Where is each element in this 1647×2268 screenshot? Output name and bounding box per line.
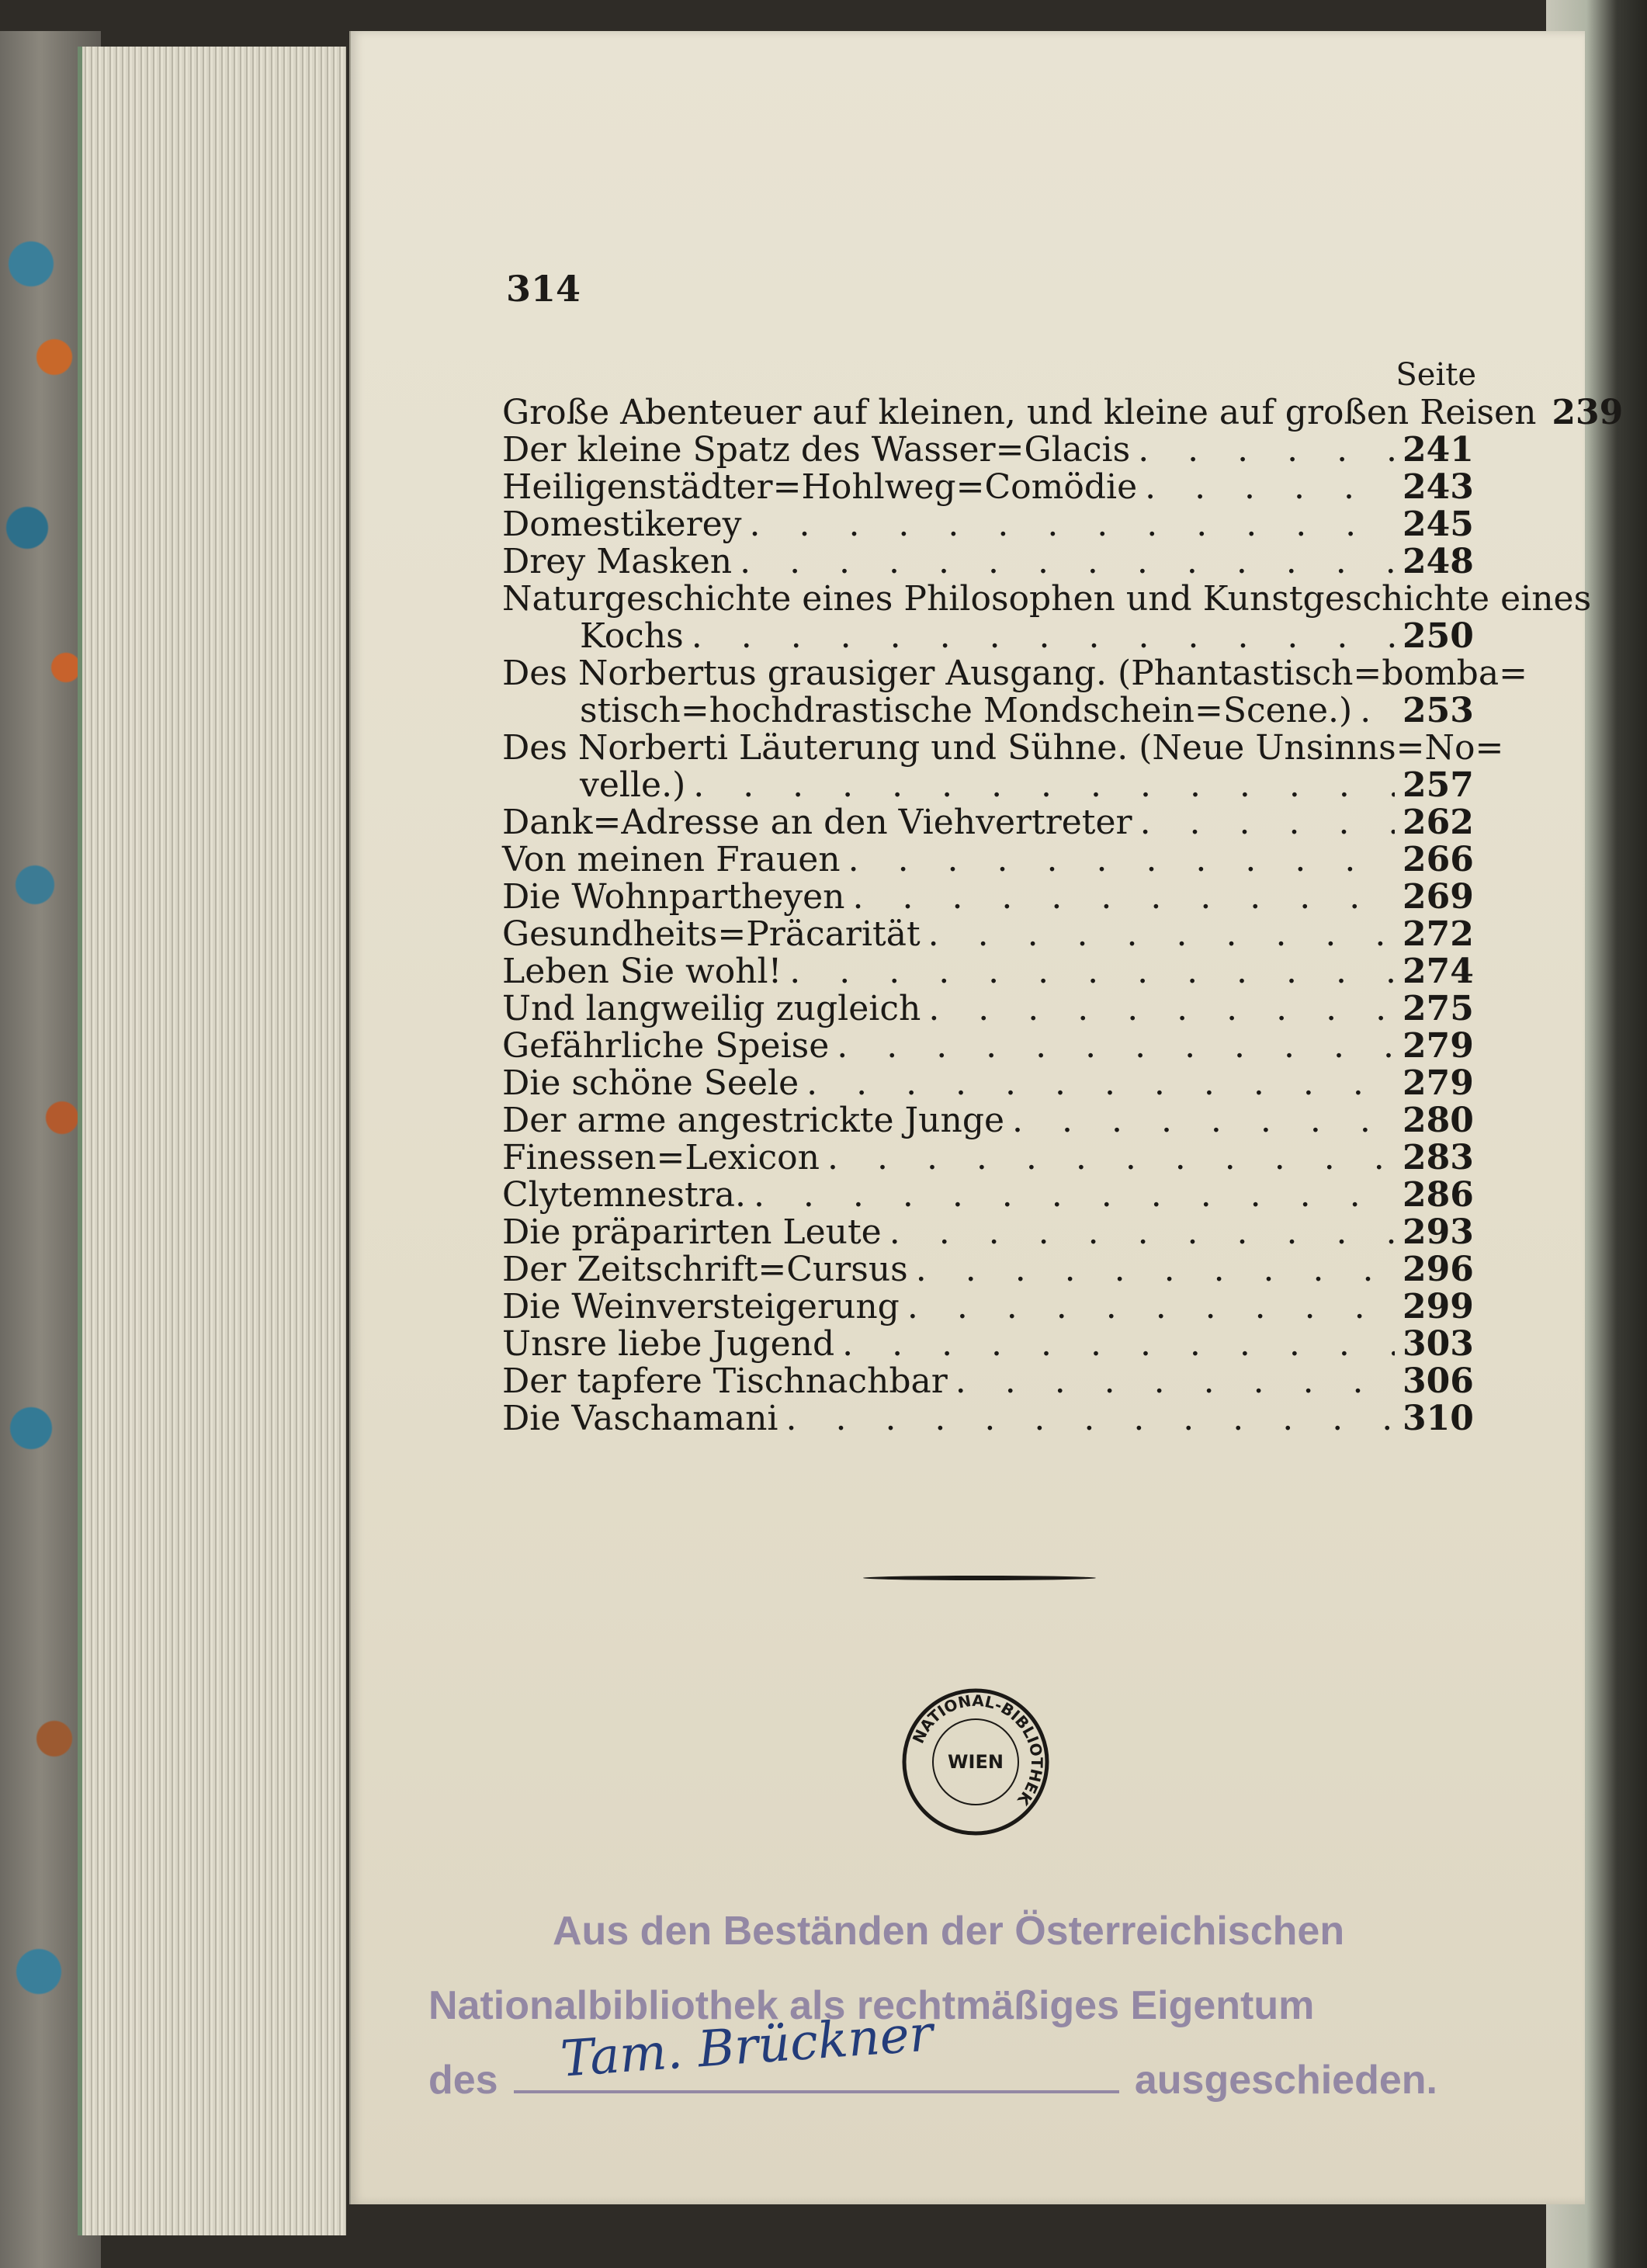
toc-entry-title: Die Wohnpartheyen — [502, 877, 845, 917]
stamp-line-1: Aus den Beständen der Österreichischen — [553, 1909, 1345, 1954]
toc-entry — [502, 953, 1472, 990]
toc-page-number: 245 — [1403, 505, 1474, 544]
toc-leader-dots — [955, 1363, 1395, 1400]
toc-page-number: 293 — [1403, 1212, 1474, 1252]
toc-leader-dots — [1140, 804, 1395, 841]
toc-leader-dots — [754, 1177, 1395, 1214]
toc-page-number: 257 — [1403, 765, 1474, 805]
toc-page-number: 241 — [1403, 430, 1474, 470]
toc-entry-title: Der Zeitschrift=Cursus — [502, 1250, 908, 1289]
toc-entry — [502, 1065, 1472, 1102]
toc-entry-title: Des Norberti Läuterung und Sühne. (Neue Unsinns=No= — [502, 728, 1504, 768]
toc-entry — [502, 1214, 1472, 1251]
toc-leader-dots — [916, 1251, 1395, 1288]
seal-ring-text: NATIONAL-BIBLIOTHEK — [908, 1691, 1047, 1809]
toc-entry-title: Clytemnestra. — [502, 1175, 746, 1215]
seal-center-text: WIEN — [948, 1751, 1004, 1773]
toc-leader-dots — [786, 1400, 1395, 1437]
toc-page-number: 286 — [1403, 1175, 1474, 1215]
toc-page-number: 306 — [1403, 1361, 1474, 1401]
library-seal-stamp — [898, 1684, 1053, 1840]
toc-leader-dots — [789, 953, 1395, 990]
toc-entry-title: Des Norbertus grausiger Ausgang. (Phantastisch=bomba= — [502, 654, 1527, 693]
toc-leader-dots — [848, 841, 1395, 879]
handwritten-signature: Tam. Brückner — [559, 2005, 935, 2089]
toc-entry — [502, 1102, 1472, 1139]
toc-leader-dots — [1360, 692, 1395, 730]
toc-leader-dots — [693, 767, 1395, 804]
toc-leader-dots — [842, 1326, 1395, 1363]
toc-page-number: 296 — [1403, 1250, 1474, 1289]
toc-entry-title: Der kleine Spatz des Wasser=Glacis — [502, 430, 1131, 470]
toc-entry-title: Finessen=Lexicon — [502, 1138, 820, 1177]
toc-entry-title: Die präparirten Leute — [502, 1212, 882, 1252]
toc-entry — [502, 1400, 1472, 1437]
toc-page-number: 250 — [1403, 616, 1474, 656]
toc-entry-title: Gesundheits=Präcarität — [502, 914, 921, 954]
table-of-contents — [502, 393, 1624, 1438]
toc-entry-title: Die schöne Seele — [502, 1063, 799, 1103]
toc-entry-title: Drey Masken — [502, 542, 733, 581]
toc-entry — [502, 804, 1472, 841]
toc-entry — [502, 506, 1472, 543]
stamp-line-2: Nationalbibliothek als rechtmäßiges Eigentum — [428, 1983, 1315, 2028]
toc-page-number: 272 — [1403, 914, 1474, 954]
toc-page-number: 248 — [1403, 542, 1474, 581]
toc-entry — [502, 879, 1472, 916]
toc-entry-title: Und langweilig zugleich — [502, 989, 921, 1028]
toc-page-number: 274 — [1403, 952, 1474, 991]
toc-entry-title-continuation: Kochs — [580, 616, 684, 656]
toc-entry-title: Von meinen Frauen — [502, 840, 841, 879]
toc-entry — [502, 654, 1527, 730]
toc-page-number: 283 — [1403, 1138, 1474, 1177]
toc-entry — [502, 1363, 1472, 1400]
toc-entry-title-continuation: stisch=hochdrastische Mondschein=Scene.) — [580, 691, 1353, 730]
page-column-header: Seite — [1396, 357, 1476, 393]
toc-entry — [502, 916, 1472, 953]
page-edges — [78, 47, 346, 2235]
toc-entry-title: Der tapfere Tischnachbar — [502, 1361, 948, 1401]
toc-leader-dots — [907, 1288, 1395, 1326]
toc-leader-dots — [928, 916, 1395, 953]
toc-entry — [502, 1251, 1472, 1288]
book-page — [349, 31, 1624, 2204]
toc-entry — [502, 1028, 1472, 1065]
toc-entry-title: Leben Sie wohl! — [502, 952, 782, 991]
toc-page-number: 279 — [1403, 1026, 1474, 1066]
toc-entry-title: Große Abenteuer auf kleinen, und kleine auf großen Reisen — [502, 393, 1537, 432]
toc-leader-dots — [740, 543, 1395, 581]
stamp-line-3-prefix: des — [428, 2058, 498, 2103]
toc-page-number: 279 — [1403, 1063, 1474, 1103]
ornamental-rule — [863, 1576, 1096, 1580]
toc-page-number: 280 — [1403, 1101, 1474, 1140]
toc-entry — [502, 579, 1592, 656]
toc-entry — [502, 1288, 1472, 1326]
toc-leader-dots — [853, 879, 1395, 916]
toc-leader-dots — [750, 506, 1396, 543]
toc-entry — [502, 1139, 1472, 1177]
toc-entry — [502, 432, 1472, 469]
toc-page-number: 239 — [1552, 393, 1624, 432]
toc-page-number: 310 — [1403, 1399, 1474, 1438]
toc-leader-dots — [806, 1065, 1395, 1102]
toc-leader-dots — [837, 1028, 1395, 1065]
toc-page-number: 269 — [1403, 877, 1474, 917]
toc-entry — [502, 393, 1624, 432]
toc-entry-title: Die Weinversteigerung — [502, 1287, 900, 1326]
toc-entry — [502, 841, 1472, 879]
toc-page-number: 243 — [1403, 467, 1474, 507]
page-number: 314 — [506, 268, 581, 310]
toc-page-number: 253 — [1403, 691, 1474, 730]
toc-entry-title: Gefährliche Speise — [502, 1026, 830, 1066]
toc-leader-dots — [692, 618, 1395, 655]
toc-page-number: 299 — [1403, 1287, 1474, 1326]
toc-leader-dots — [1012, 1102, 1395, 1139]
toc-entry-title: Heiligenstädter=Hohlweg=Comödie — [502, 467, 1138, 507]
toc-leader-dots — [1138, 432, 1395, 469]
toc-entry — [502, 469, 1472, 506]
toc-page-number: 266 — [1403, 840, 1474, 879]
toc-entry — [502, 728, 1504, 805]
toc-entry-title: Die Vaschamani — [502, 1399, 778, 1438]
toc-page-number: 303 — [1403, 1324, 1474, 1364]
toc-entry-title-continuation: velle.) — [580, 765, 686, 805]
toc-entry-title: Dank=Adresse an den Viehvertreter — [502, 803, 1132, 842]
toc-entry-title: Naturgeschichte eines Philosophen und Kunstgeschichte eines — [502, 579, 1592, 619]
toc-leader-dots — [1145, 469, 1395, 506]
toc-entry-title: Domestikerey — [502, 505, 742, 544]
toc-page-number: 275 — [1403, 989, 1474, 1028]
toc-leader-dots — [928, 990, 1395, 1028]
toc-entry-title: Der arme angestrickte Junge — [502, 1101, 1005, 1140]
toc-leader-dots — [889, 1214, 1395, 1251]
toc-entry-title: Unsre liebe Jugend — [502, 1324, 835, 1364]
toc-entry — [502, 1326, 1472, 1363]
toc-entry — [502, 1177, 1472, 1214]
stamp-line-3-suffix: ausgeschieden. — [1134, 2058, 1437, 2103]
toc-page-number: 262 — [1403, 803, 1474, 842]
toc-entry — [502, 543, 1472, 581]
toc-entry — [502, 990, 1472, 1028]
toc-leader-dots — [827, 1139, 1395, 1177]
